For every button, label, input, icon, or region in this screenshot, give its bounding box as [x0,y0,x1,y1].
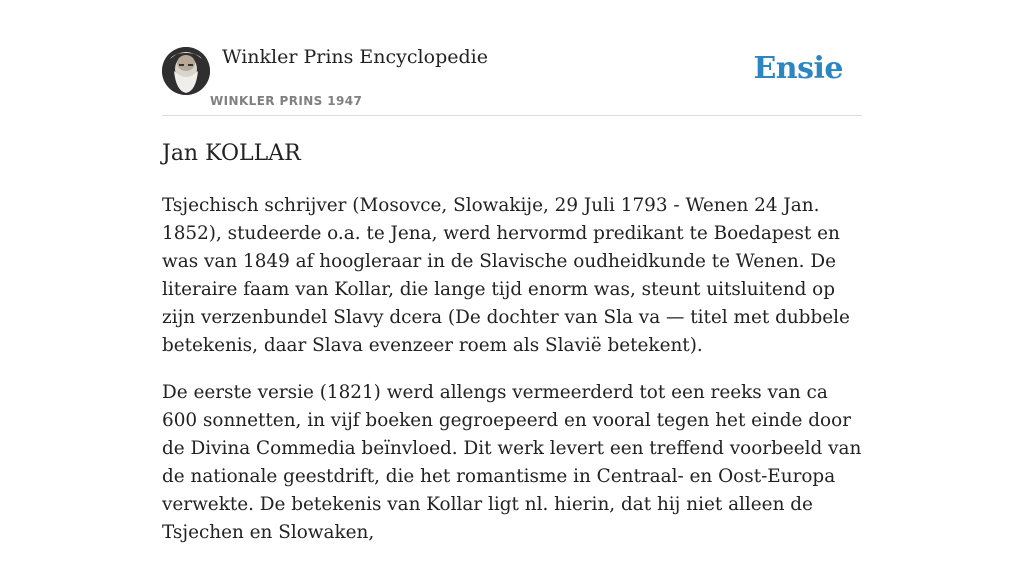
page-container [162,0,862,543]
article-title: Jan KOLLAR [162,141,301,166]
article-paragraph: De eerste versie (1821) werd allengs vermeerderd tot een reeks van ca 600 sonnetten, in vijf boeken gegroepeerd en vooral tegen het einde door de Divina Commedia beïnvloed. Dit werk levert een treffend voorbeeld van de nationale geestdrift, die het romantisme in Centraal- en Oost-Europa verwekte. De betekenis van Kollar ligt nl. hierin, dat hij niet alleen de Tsjechen en Slowaken, [162,382,862,543]
site-header [162,0,862,116]
ensie-logo[interactable]: Ensie [753,51,843,86]
bearded-man-portrait-icon[interactable] [162,47,210,95]
site-title[interactable]: Winkler Prins Encyclopedie [222,46,488,68]
source-label[interactable]: WINKLER PRINS 1947 [210,94,363,108]
article-paragraph: Tsjechisch schrijver (Mosovce, Slowakije, 29 Juli 1793 - Wenen 24 Jan. 1852), studeerde o.a. te Jena, werd hervormd predikant te Boedapest en was van 1849 af hoogleraar in de Slavische oudheidkunde te Wenen. De literaire faam van Kollar, die lange tijd enorm was, steunt uitsluitend op zijn verzenbundel Slavy dcera (De dochter van Sla va — titel met dubbele betekenis, daar Slava evenzeer roem als Slavië betekent). [162,195,850,356]
avatar-image [162,47,210,95]
article-body [162,192,862,566]
